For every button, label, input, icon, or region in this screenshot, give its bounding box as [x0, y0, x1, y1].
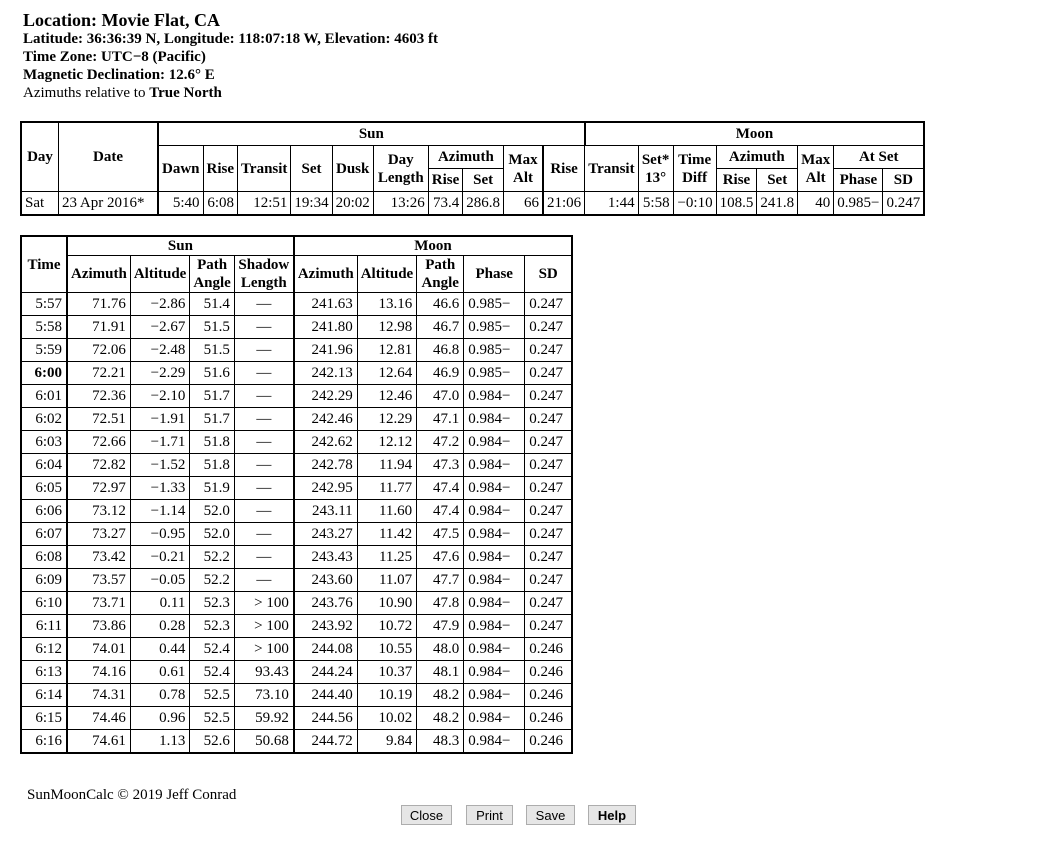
cell-sun-path-angle: 51.9 — [190, 477, 235, 500]
cell-phase: 0.984− — [464, 500, 525, 523]
table-row — [21, 730, 572, 754]
th-at-set: At Set — [834, 146, 924, 169]
help-button[interactable]: Help — [588, 805, 636, 825]
table-row — [21, 546, 572, 569]
magnetic-declination: Magnetic Declination: 12.6° E — [23, 67, 215, 83]
cell-transit: 12:51 — [238, 192, 291, 216]
cell-moon-azimuth: 244.72 — [294, 730, 357, 754]
th-az-rise: Rise — [428, 169, 463, 192]
cell-sd: 0.247 — [525, 316, 573, 339]
th-phase: Phase — [834, 169, 883, 192]
cell-moon-azimuth: 241.96 — [294, 339, 357, 362]
th-moon-azimuth: Azimuth — [294, 256, 357, 293]
cell-moon-azimuth: 244.56 — [294, 707, 357, 730]
cell-sun-altitude: 0.61 — [130, 661, 190, 684]
cell-sun-altitude: −1.52 — [130, 454, 190, 477]
cell-time: 6:00 — [21, 362, 67, 385]
cell-moon-altitude: 12.46 — [357, 385, 417, 408]
cell-moon-path-angle: 48.3 — [417, 730, 464, 754]
cell-sun-path-angle: 51.4 — [190, 293, 235, 316]
cell-moon-path-angle: 46.6 — [417, 293, 464, 316]
cell-moon-altitude: 12.12 — [357, 431, 417, 454]
cell-moon-azimuth: 243.92 — [294, 615, 357, 638]
cell-sun-azimuth: 72.51 — [67, 408, 130, 431]
cell-moon-altitude: 11.94 — [357, 454, 417, 477]
th-sun-altitude: Altitude — [130, 256, 190, 293]
th-moon-transit: Transit — [585, 146, 638, 192]
table-row — [21, 293, 572, 316]
cell-date: 23 Apr 2016* — [59, 192, 159, 216]
cell-moon-az-set: 241.8 — [757, 192, 798, 216]
location-title: Location: Movie Flat, CA — [23, 10, 220, 30]
cell-time-diff: −0:10 — [673, 192, 716, 216]
cell-time: 6:11 — [21, 615, 67, 638]
th-time: Time — [21, 236, 67, 293]
cell-phase: 0.984− — [464, 454, 525, 477]
cell-sd: 0.247 — [525, 615, 573, 638]
cell-time: 6:14 — [21, 684, 67, 707]
cell-phase: 0.984− — [464, 592, 525, 615]
cell-moon-altitude: 10.90 — [357, 592, 417, 615]
cell-sun-altitude: −2.86 — [130, 293, 190, 316]
cell-moon-altitude: 9.84 — [357, 730, 417, 754]
cell-phase: 0.984− — [464, 431, 525, 454]
cell-sun-altitude: −2.67 — [130, 316, 190, 339]
cell-sd: 0.247 — [525, 431, 573, 454]
cell-moon-altitude: 10.19 — [357, 684, 417, 707]
time-zone: Time Zone: UTC−8 (Pacific) — [23, 49, 206, 65]
table-row — [21, 316, 572, 339]
cell-moon-altitude: 12.29 — [357, 408, 417, 431]
cell-sun-altitude: −0.95 — [130, 523, 190, 546]
cell-sd: 0.247 — [525, 523, 573, 546]
cell-moon-path-angle: 47.0 — [417, 385, 464, 408]
table-row — [21, 500, 572, 523]
cell-sun-path-angle: 51.8 — [190, 454, 235, 477]
cell-sun-altitude: −0.05 — [130, 569, 190, 592]
cell-phase: 0.985− — [834, 192, 883, 216]
cell-moon-altitude: 13.16 — [357, 293, 417, 316]
cell-time: 6:06 — [21, 500, 67, 523]
cell-time: 5:59 — [21, 339, 67, 362]
azimuth-reference-prefix: Azimuths relative to — [23, 85, 150, 101]
cell-shadow-length: — — [234, 546, 294, 569]
cell-sd: 0.247 — [525, 592, 573, 615]
cell-shadow-length: 59.92 — [234, 707, 294, 730]
cell-phase: 0.985− — [464, 339, 525, 362]
cell-sun-azimuth: 73.12 — [67, 500, 130, 523]
cell-time: 6:07 — [21, 523, 67, 546]
cell-sun-azimuth: 74.46 — [67, 707, 130, 730]
cell-moon-path-angle: 47.4 — [417, 477, 464, 500]
cell-sun-altitude: 1.13 — [130, 730, 190, 754]
cell-moon-transit: 1:44 — [585, 192, 638, 216]
cell-time: 6:01 — [21, 385, 67, 408]
th-time-diff: Time Diff — [673, 146, 716, 192]
cell-moon-path-angle: 47.7 — [417, 569, 464, 592]
cell-phase: 0.984− — [464, 707, 525, 730]
th-max-alt: Max Alt — [504, 146, 544, 192]
th-transit: Transit — [238, 146, 291, 192]
cell-moon-altitude: 10.55 — [357, 638, 417, 661]
cell-sun-altitude: 0.96 — [130, 707, 190, 730]
cell-sun-path-angle: 51.6 — [190, 362, 235, 385]
table-row — [21, 408, 572, 431]
cell-phase: 0.985− — [464, 362, 525, 385]
cell-sun-azimuth: 72.82 — [67, 454, 130, 477]
table-row — [21, 339, 572, 362]
th-sun-azimuth: Azimuth — [67, 256, 130, 293]
cell-moon-altitude: 12.64 — [357, 362, 417, 385]
cell-moon-azimuth: 243.60 — [294, 569, 357, 592]
cell-sun-azimuth: 74.61 — [67, 730, 130, 754]
cell-day: Sat — [21, 192, 59, 216]
cell-sun-altitude: −1.91 — [130, 408, 190, 431]
cell-moon-path-angle: 48.0 — [417, 638, 464, 661]
cell-moon-path-angle: 47.9 — [417, 615, 464, 638]
cell-moon-path-angle: 46.9 — [417, 362, 464, 385]
close-button[interactable]: Close — [401, 805, 452, 825]
cell-sun-altitude: −1.33 — [130, 477, 190, 500]
cell-shadow-length: — — [234, 454, 294, 477]
cell-shadow-length: — — [234, 408, 294, 431]
th-dawn: Dawn — [158, 146, 203, 192]
table-row — [21, 385, 572, 408]
cell-moon-altitude: 10.72 — [357, 615, 417, 638]
cell-phase: 0.984− — [464, 546, 525, 569]
cell-phase: 0.984− — [464, 523, 525, 546]
cell-sun-azimuth: 72.97 — [67, 477, 130, 500]
cell-time: 5:58 — [21, 316, 67, 339]
th-moon-set: Set* 13° — [638, 146, 673, 192]
cell-phase: 0.985− — [464, 293, 525, 316]
cell-shadow-length: — — [234, 339, 294, 362]
cell-time: 6:13 — [21, 661, 67, 684]
summary-table — [20, 121, 925, 216]
table-row — [21, 592, 572, 615]
th-moon-rise: Rise — [543, 146, 585, 192]
cell-sd: 0.247 — [525, 500, 573, 523]
cell-phase: 0.984− — [464, 477, 525, 500]
table-row — [21, 362, 572, 385]
cell-moon-max-alt: 40 — [798, 192, 834, 216]
print-button[interactable]: Print — [466, 805, 513, 825]
th-set: Set — [291, 146, 332, 192]
cell-moon-azimuth: 242.95 — [294, 477, 357, 500]
cell-max-alt: 66 — [504, 192, 544, 216]
cell-sun-path-angle: 52.3 — [190, 615, 235, 638]
header — [23, 10, 438, 102]
cell-moon-azimuth: 242.78 — [294, 454, 357, 477]
cell-sun-azimuth: 71.91 — [67, 316, 130, 339]
summary-row — [21, 192, 924, 216]
cell-time: 6:15 — [21, 707, 67, 730]
cell-sun-path-angle: 52.4 — [190, 638, 235, 661]
cell-sun-path-angle: 51.5 — [190, 339, 235, 362]
th-moon: Moon — [294, 236, 572, 256]
lat-lon-elevation: Latitude: 36:36:39 N, Longitude: 118:07:18 W, Elevation: 4603 ft — [23, 31, 439, 47]
cell-moon-azimuth: 244.40 — [294, 684, 357, 707]
cell-sun-path-angle: 51.8 — [190, 431, 235, 454]
cell-phase: 0.985− — [464, 316, 525, 339]
cell-sd: 0.247 — [525, 293, 573, 316]
cell-time: 6:04 — [21, 454, 67, 477]
cell-sun-path-angle: 52.4 — [190, 661, 235, 684]
cell-moon-azimuth: 244.08 — [294, 638, 357, 661]
cell-sun-path-angle: 52.3 — [190, 592, 235, 615]
cell-sun-azimuth: 73.27 — [67, 523, 130, 546]
table-row — [21, 615, 572, 638]
cell-phase: 0.984− — [464, 569, 525, 592]
cell-sun-altitude: 0.78 — [130, 684, 190, 707]
cell-moon-azimuth: 243.43 — [294, 546, 357, 569]
cell-moon-azimuth: 242.62 — [294, 431, 357, 454]
cell-dusk: 20:02 — [332, 192, 373, 216]
cell-sun-altitude: 0.28 — [130, 615, 190, 638]
table-row — [21, 477, 572, 500]
cell-shadow-length: 50.68 — [234, 730, 294, 754]
cell-shadow-length: — — [234, 477, 294, 500]
cell-shadow-length: > 100 — [234, 615, 294, 638]
cell-moon-path-angle: 46.7 — [417, 316, 464, 339]
th-shadow-length: Shadow Length — [234, 256, 294, 293]
cell-time: 5:57 — [21, 293, 67, 316]
cell-sun-path-angle: 52.5 — [190, 707, 235, 730]
th-day-length: Day Length — [373, 146, 428, 192]
cell-sun-altitude: −1.71 — [130, 431, 190, 454]
cell-phase: 0.984− — [464, 385, 525, 408]
cell-phase: 0.984− — [464, 638, 525, 661]
table-row — [21, 431, 572, 454]
table-row — [21, 523, 572, 546]
table-row — [21, 638, 572, 661]
cell-sun-altitude: −2.10 — [130, 385, 190, 408]
cell-sun-path-angle: 52.0 — [190, 500, 235, 523]
cell-sun-azimuth: 73.86 — [67, 615, 130, 638]
cell-phase: 0.984− — [464, 684, 525, 707]
cell-sun-altitude: −2.29 — [130, 362, 190, 385]
cell-moon-path-angle: 47.8 — [417, 592, 464, 615]
table-row — [21, 684, 572, 707]
cell-moon-set: 5:58 — [638, 192, 673, 216]
cell-sun-path-angle: 51.7 — [190, 385, 235, 408]
cell-moon-altitude: 11.77 — [357, 477, 417, 500]
th-moon-altitude: Altitude — [357, 256, 417, 293]
cell-moon-path-angle: 47.6 — [417, 546, 464, 569]
detail-body — [21, 293, 572, 754]
cell-moon-path-angle: 48.1 — [417, 661, 464, 684]
cell-shadow-length: — — [234, 362, 294, 385]
cell-sun-azimuth: 72.06 — [67, 339, 130, 362]
cell-sd: 0.247 — [525, 339, 573, 362]
cell-moon-altitude: 11.42 — [357, 523, 417, 546]
cell-sun-path-angle: 52.0 — [190, 523, 235, 546]
cell-shadow-length: — — [234, 500, 294, 523]
cell-sun-azimuth: 73.57 — [67, 569, 130, 592]
cell-rise: 6:08 — [203, 192, 238, 216]
th-sd: SD — [525, 256, 573, 293]
th-moon: Moon — [585, 122, 925, 146]
cell-shadow-length: — — [234, 385, 294, 408]
azimuth-reference-value: True North — [149, 85, 222, 101]
cell-sd: 0.246 — [525, 730, 573, 754]
th-sd: SD — [883, 169, 924, 192]
cell-sun-path-angle: 52.6 — [190, 730, 235, 754]
th-az-set: Set — [463, 169, 504, 192]
cell-shadow-length: > 100 — [234, 592, 294, 615]
cell-shadow-length: > 100 — [234, 638, 294, 661]
cell-shadow-length: — — [234, 523, 294, 546]
cell-day-length: 13:26 — [373, 192, 428, 216]
cell-sd: 0.246 — [525, 661, 573, 684]
cell-moon-altitude: 11.25 — [357, 546, 417, 569]
th-moon-max-alt: Max Alt — [798, 146, 834, 192]
table-row — [21, 569, 572, 592]
cell-sun-altitude: 0.11 — [130, 592, 190, 615]
cell-moon-azimuth: 243.11 — [294, 500, 357, 523]
copyright: SunMoonCalc © 2019 Jeff Conrad — [27, 787, 237, 803]
cell-az-rise: 73.4 — [428, 192, 463, 216]
cell-set: 19:34 — [291, 192, 332, 216]
th-sun: Sun — [158, 122, 585, 146]
cell-sun-azimuth: 73.71 — [67, 592, 130, 615]
cell-sun-azimuth: 73.42 — [67, 546, 130, 569]
cell-sd: 0.247 — [525, 385, 573, 408]
cell-sd: 0.246 — [525, 684, 573, 707]
cell-shadow-length: 73.10 — [234, 684, 294, 707]
cell-sd: 0.247 — [525, 546, 573, 569]
cell-shadow-length: — — [234, 569, 294, 592]
cell-moon-azimuth: 242.13 — [294, 362, 357, 385]
cell-dawn: 5:40 — [158, 192, 203, 216]
cell-sun-path-angle: 52.2 — [190, 546, 235, 569]
cell-sd: 0.247 — [525, 408, 573, 431]
cell-sd: 0.246 — [525, 638, 573, 661]
cell-time: 6:09 — [21, 569, 67, 592]
cell-time: 6:02 — [21, 408, 67, 431]
cell-sun-azimuth: 71.76 — [67, 293, 130, 316]
cell-moon-path-angle: 46.8 — [417, 339, 464, 362]
cell-sun-path-angle: 51.7 — [190, 408, 235, 431]
th-date: Date — [59, 122, 159, 192]
cell-shadow-length: 93.43 — [234, 661, 294, 684]
table-row — [21, 454, 572, 477]
cell-moon-azimuth: 242.46 — [294, 408, 357, 431]
cell-sun-altitude: −2.48 — [130, 339, 190, 362]
th-rise: Rise — [203, 146, 238, 192]
azimuth-reference — [23, 84, 438, 102]
cell-moon-azimuth: 241.80 — [294, 316, 357, 339]
cell-sun-path-angle: 51.5 — [190, 316, 235, 339]
detail-table — [20, 235, 573, 754]
cell-moon-path-angle: 47.2 — [417, 431, 464, 454]
cell-moon-altitude: 11.60 — [357, 500, 417, 523]
cell-phase: 0.984− — [464, 661, 525, 684]
cell-sd: 0.246 — [525, 707, 573, 730]
cell-sun-altitude: 0.44 — [130, 638, 190, 661]
cell-sun-azimuth: 72.36 — [67, 385, 130, 408]
table-row — [21, 661, 572, 684]
cell-moon-path-angle: 47.4 — [417, 500, 464, 523]
cell-sun-altitude: −1.14 — [130, 500, 190, 523]
cell-moon-rise: 21:06 — [543, 192, 585, 216]
cell-sun-azimuth: 74.01 — [67, 638, 130, 661]
cell-time: 6:12 — [21, 638, 67, 661]
cell-phase: 0.984− — [464, 730, 525, 754]
cell-sun-azimuth: 74.16 — [67, 661, 130, 684]
th-moon-azimuth: Azimuth — [716, 146, 798, 169]
th-sun: Sun — [67, 236, 294, 256]
cell-time: 6:03 — [21, 431, 67, 454]
cell-sd: 0.247 — [525, 362, 573, 385]
cell-time: 6:16 — [21, 730, 67, 754]
th-moon-path-angle: Path Angle — [417, 256, 464, 293]
th-azimuth: Azimuth — [428, 146, 503, 169]
cell-shadow-length: — — [234, 293, 294, 316]
cell-az-set: 286.8 — [463, 192, 504, 216]
th-day: Day — [21, 122, 59, 192]
th-dusk: Dusk — [332, 146, 373, 192]
cell-shadow-length: — — [234, 431, 294, 454]
table-row — [21, 707, 572, 730]
cell-moon-azimuth: 244.24 — [294, 661, 357, 684]
cell-sun-path-angle: 52.5 — [190, 684, 235, 707]
cell-sun-path-angle: 52.2 — [190, 569, 235, 592]
cell-sun-azimuth: 72.66 — [67, 431, 130, 454]
cell-phase: 0.984− — [464, 615, 525, 638]
th-moon-az-set: Set — [757, 169, 798, 192]
cell-sd: 0.247 — [525, 477, 573, 500]
cell-moon-path-angle: 48.2 — [417, 684, 464, 707]
cell-shadow-length: — — [234, 316, 294, 339]
cell-moon-altitude: 10.02 — [357, 707, 417, 730]
cell-moon-azimuth: 243.76 — [294, 592, 357, 615]
cell-sd: 0.247 — [525, 454, 573, 477]
cell-moon-path-angle: 47.5 — [417, 523, 464, 546]
cell-moon-path-angle: 47.3 — [417, 454, 464, 477]
cell-sun-altitude: −0.21 — [130, 546, 190, 569]
cell-moon-altitude: 10.37 — [357, 661, 417, 684]
cell-moon-azimuth: 242.29 — [294, 385, 357, 408]
cell-time: 6:05 — [21, 477, 67, 500]
cell-time: 6:08 — [21, 546, 67, 569]
cell-moon-altitude: 11.07 — [357, 569, 417, 592]
cell-moon-altitude: 12.81 — [357, 339, 417, 362]
cell-sun-azimuth: 72.21 — [67, 362, 130, 385]
cell-moon-azimuth: 241.63 — [294, 293, 357, 316]
th-moon-az-rise: Rise — [716, 169, 757, 192]
cell-moon-azimuth: 243.27 — [294, 523, 357, 546]
cell-sd: 0.247 — [525, 569, 573, 592]
cell-time: 6:10 — [21, 592, 67, 615]
cell-sun-azimuth: 74.31 — [67, 684, 130, 707]
cell-moon-az-rise: 108.5 — [716, 192, 757, 216]
th-sun-path-angle: Path Angle — [190, 256, 235, 293]
cell-moon-path-angle: 48.2 — [417, 707, 464, 730]
cell-phase: 0.984− — [464, 408, 525, 431]
th-phase: Phase — [464, 256, 525, 293]
cell-sd: 0.247 — [883, 192, 924, 216]
save-button[interactable]: Save — [526, 805, 575, 825]
cell-moon-altitude: 12.98 — [357, 316, 417, 339]
cell-moon-path-angle: 47.1 — [417, 408, 464, 431]
